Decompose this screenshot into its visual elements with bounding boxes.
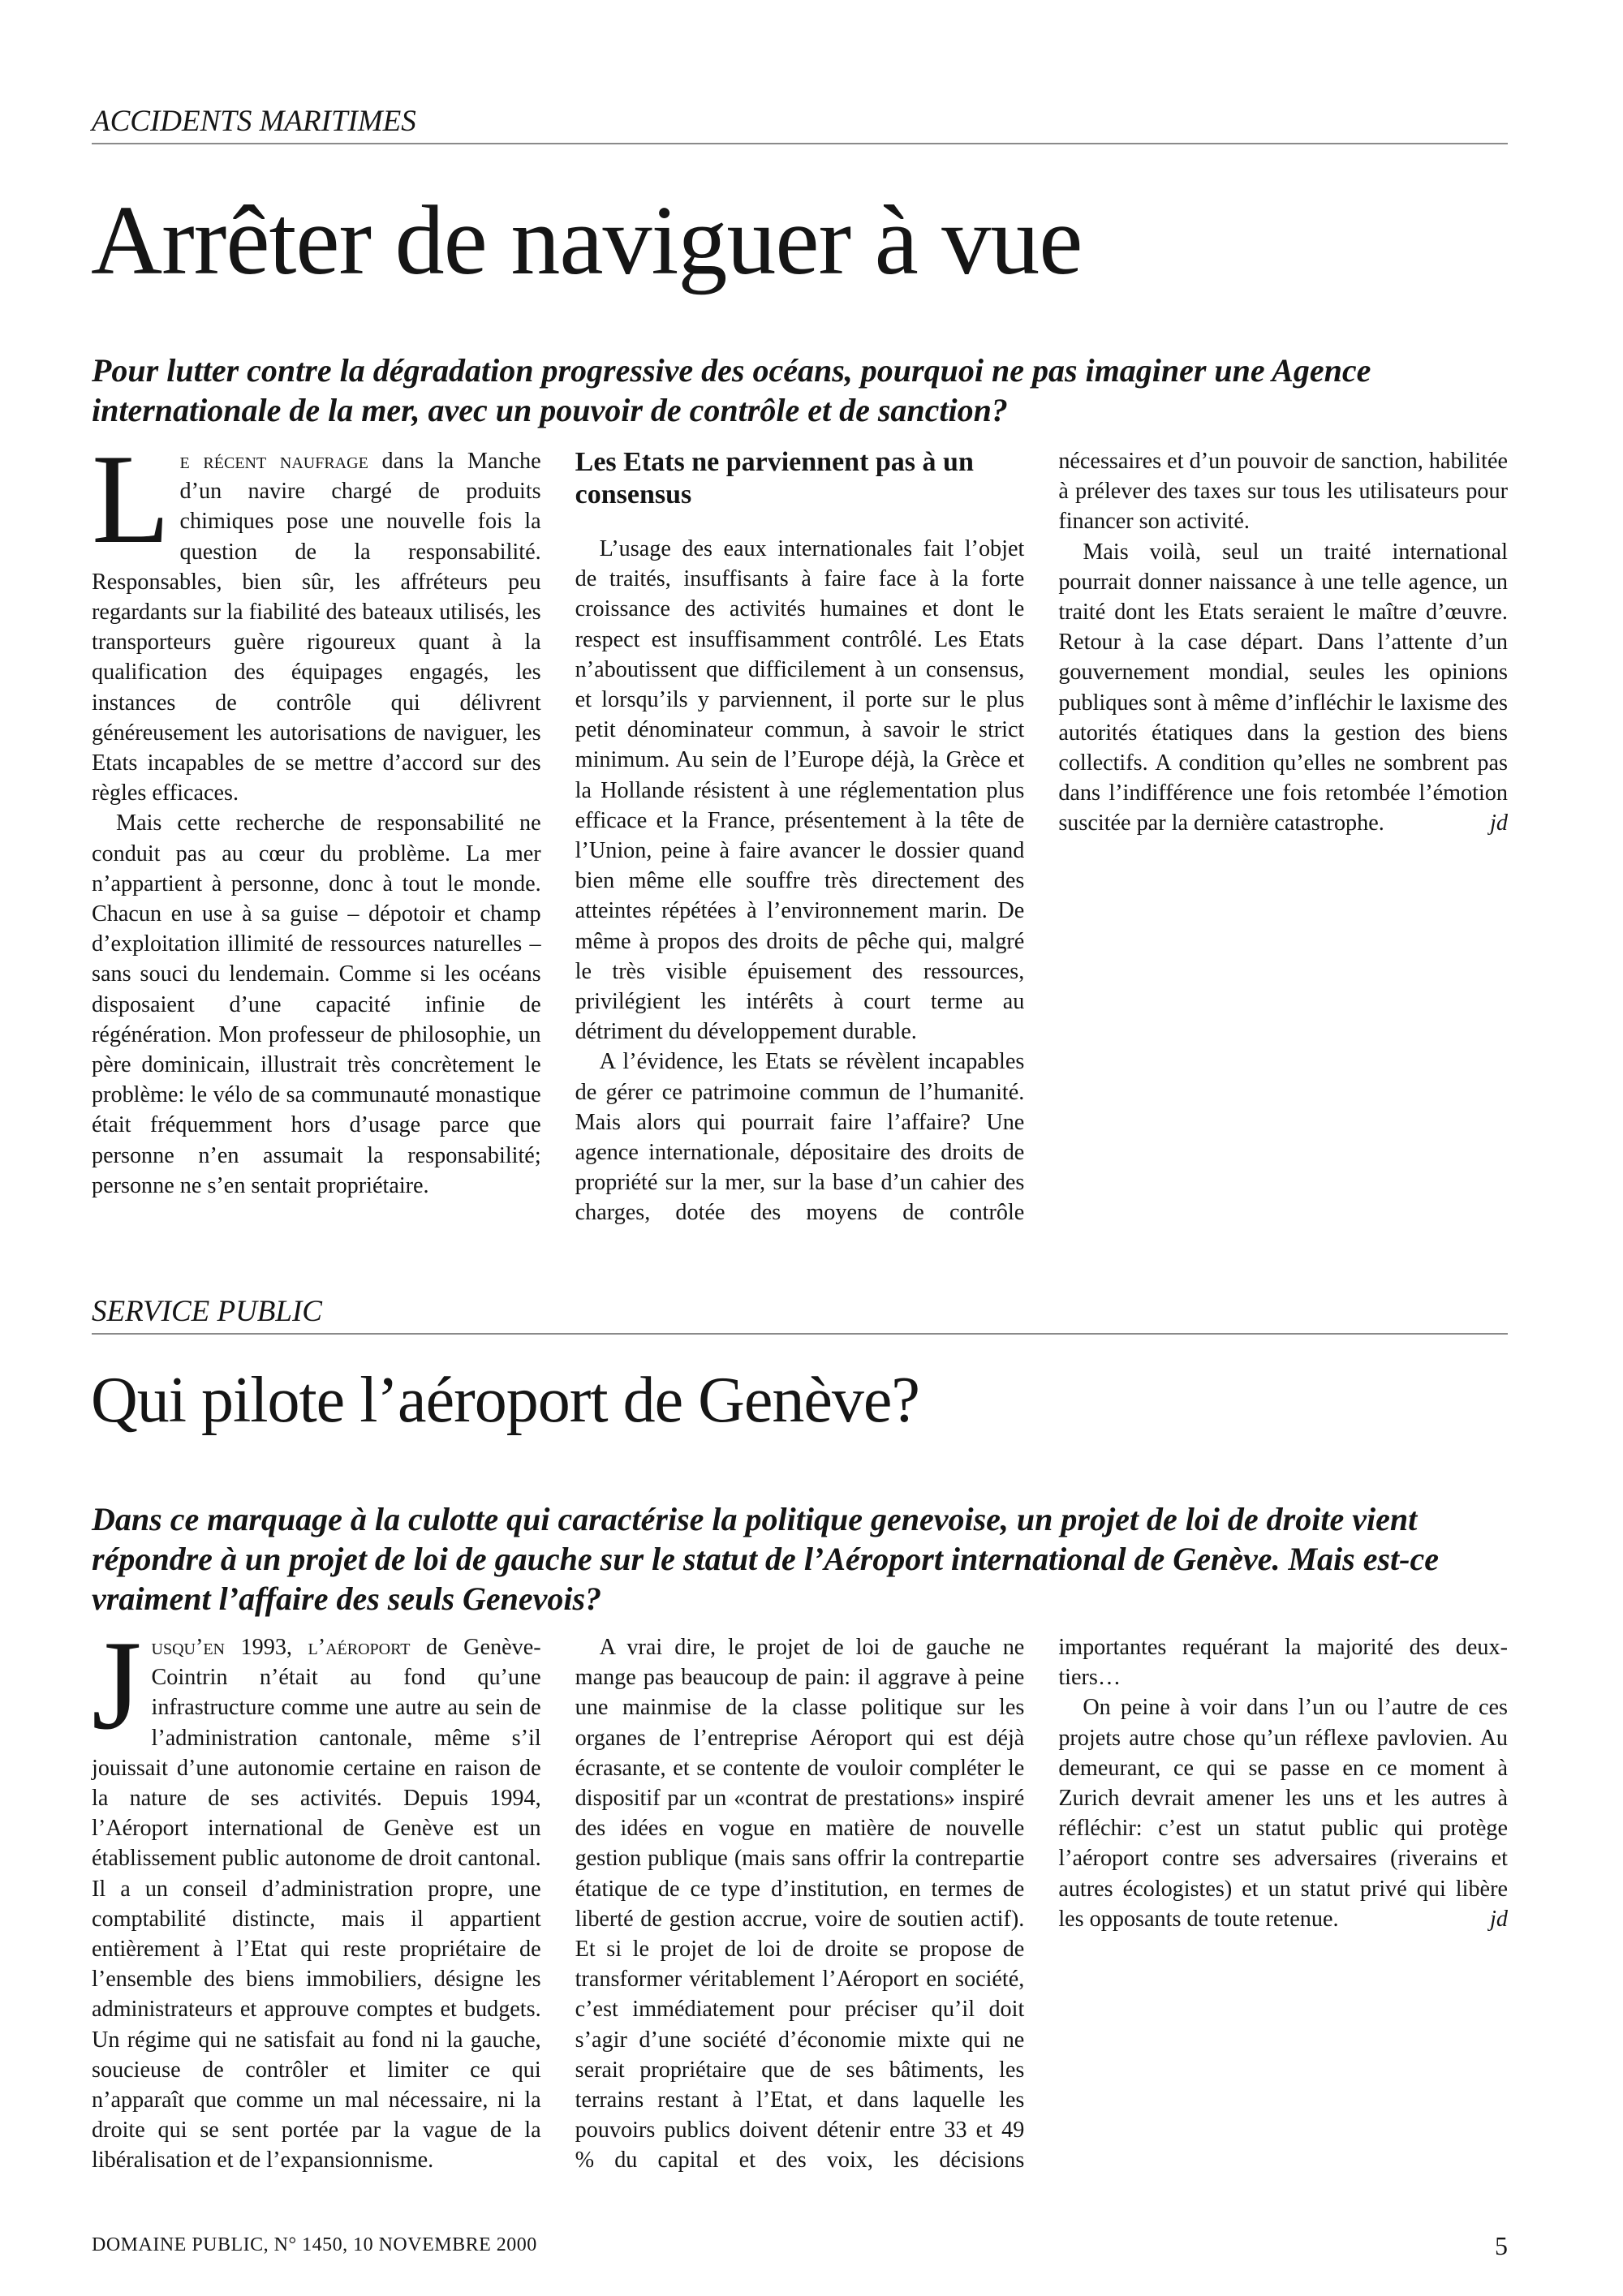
article-title-qui-pilote-aeroport: Qui pilote l’aéroport de Genève? [91,1365,919,1436]
article-lead-aeroport-geneve: Dans ce marquage à la culotte qui caractérise la politique genevoise, un projet de loi de droite vient répondre à un projet de loi de gauche sur le statut de l’Aéroport international de Genève. Mais est-ce vraiment l’affaire des seuls Genevois? [92,1501,1439,1617]
article-lead-agence-mer: Pour lutter contre la dégradation progressive des océans, pourquoi ne pas imaginer une Agence internationale de la mer, avec un pouvoir de contrôle et de sanction? [92,352,1371,428]
article-paragraph: A l’évidence, les Etats se révèlent incapables de gérer ce patrimoine commun de l’humanité. Mais alors qui pourrait faire l’affaire? Une agence internationale, dépositaire des droits de propriété sur la mer, sur la base d’un cahier des charges, dotée des moyens de contrôle nécessaires et d’un pouvoir de sanction, habilitée à prélever des taxes sur tous les utilisateurs pour financer son activité. [575,449,1508,1226]
article-paragraph: Mais cette recherche de responsabilité ne conduit pas au cœur du problème. La mer n’appartient à personne, donc à tout le monde. Chacun en use à sa guise – dépotoir et champ d’exploitation illimité de ressources naturelles – sans souci du lendemain. Comme si les océans disposaient d’une capacité infinie de régénération. Mon professeur de philosophie, un père dominicain, illustrait très concrètement le problème: le vélo de sa communauté monastique était fréquemment hors d’usage parce que personne n’en assumait la responsabilité; personne ne s’en sentait propriétaire. [92,810,541,1198]
small-caps-opening: usqu’en 1993, l’aéroport [151,1635,411,1660]
article-paragraph [1058,537,1508,839]
paragraph-text: On peine à voir dans l’un ou l’autre de ces projets autre chose qu’un réflexe pavlovien. Au demeurant, ce qui se passe en ce moment à Zurich devrait amener les uns et les autres à réfléchir: c’est un statut public qui protège l’aéroport contre ses adversaires (riverains et autres écologistes) et un statut privé qui libère les opposants de toute retenue. [1058,1695,1508,1932]
author-signature: jd [1490,810,1508,836]
author-signature: jd [1490,1906,1508,1932]
article-paragraph [92,1615,541,2176]
paragraph-text: de Genève-Cointrin n’était au fond qu’une infrastructure comme une autre au sein de l’administration cantonale, même s’il jouissait d’une autonomie certaine en raison de la nature de ses activités. Depuis 1994, l’Aéroport international de Genève est un établissement public autonome de droit cantonal. Il a un conseil d’administration propre, une comptabilité distincte, mais il appartient entièrement à l’Etat qui reste propriétaire de l’ensemble des biens immobiliers, désigne les administrateurs et approuve comptes et budgets. Un régime qui ne satisfait au fond ni la gauche, soucieuse de contrôler et limiter ce qui n’apparaît que comme un mal nécessaire, ni la droite qui se sent portée par la vague de la libéralisation et de l’expansionnisme. [92,1635,541,2173]
article-paragraph: L’usage des eaux internationales fait l’objet de traités, insuffisants à faire face à la forte croissance des activités humaines et dont le respect est insuffisamment contrôlé. Les Etats n’aboutissent que difficilement à un consensus, et lorsqu’ils y parviennent, il porte sur le plus petit dénominateur commun, à savoir le strict minimum. Au sein de l’Europe déjà, la Grèce et la Hollande résistent à une réglementation plus efficace et la France, présentement à la tête de l’Union, peine à faire avancer le dossier quand bien même elle souffre très directement des atteintes répétées à l’environnement marin. De même à propos des droits de pêche qui, malgré le très visible épuisement des ressources, privilégient les intérêts à court terme au détriment du développement durable. [575,536,1025,1045]
paragraph-text: Mais voilà, seul un traité international pourrait donner naissance à une telle agence, un traité dont les Etats seraient le maître d’œuvre. Retour à la case départ. Dans l’attente d’un gouvernement mondial, seules les opinions publiques sont à même d’infléchir le laxisme des autorités étatiques dans la gestion des biens collectifs. A condition qu’elles ne sombrent pas dans l’indifférence une fois retombée l’émotion suscitée par la dernière catastrophe. [1058,539,1508,836]
paragraph-text: dans la Manche d’un navire chargé de produits chimiques pose une nouvelle fois la question de la responsabilité. Responsables, bien sûr, les affréteurs peu regardants sur la fiabilité des bateaux utilisés, les transporteurs guère rigoureux quant à la qualification des équipages engagés, les instances de contrôle qui délivrent généreusement les autorisations de naviguer, les Etats incapables de se mettre d’accord sur des règles efficaces. [92,449,541,806]
page-number: 5 [1495,2231,1508,2260]
article-subheading: Les Etats ne parviennent pas à un consensus [575,447,974,510]
article-paragraph: A vrai dire, le projet de loi de gauche ne mange pas beaucoup de pain: il aggrave à peine une mainmise de la classe politique sur les organes de l’entreprise Aéroport qui est déjà écrasante, et se contente de vouloir compléter le dispositif par un «contrat de prestations» inspiré des idées en vogue en matière de nouvelle gestion publique (mais sans offrir la contrepartie étatique de ce type d’institution, en termes de liberté de gestion accrue, voire de soutien actif). Et si le projet de loi de droite se propose de transformer véritablement l’Aéroport en société, c’est immédiatement pour préciser qu’il doit s’agir d’une société d’économie mixte qui ne serait propriétaire que de ses bâtiments, les terrains restant à l’Etat, et dans laquelle les pouvoirs publics doivent détenir entre 33 et 49 % du capital et des voix, les décisions importantes requérant la majorité des deux-tiers… [575,1635,1508,2173]
article-body-accidents-maritimes [92,428,1508,1233]
drop-cap: L [92,428,170,570]
article-paragraph [92,428,541,808]
small-caps-opening: e récent naufrage [179,449,368,474]
article-paragraph [1058,1692,1508,1934]
article-body-service-public [92,1615,1508,2184]
section-label-accidents-maritimes: ACCIDENTS MARITIMES [92,104,1508,144]
article-title-arreter-de-naviguer: Arrêter de naviguer à vue [91,186,1083,295]
footer-publication-info: DOMAINE PUBLIC, N° 1450, 10 NOVEMBRE 2000 [92,2234,537,2255]
section-label-service-public: SERVICE PUBLIC [92,1294,1508,1335]
drop-cap: J [92,1615,142,1756]
